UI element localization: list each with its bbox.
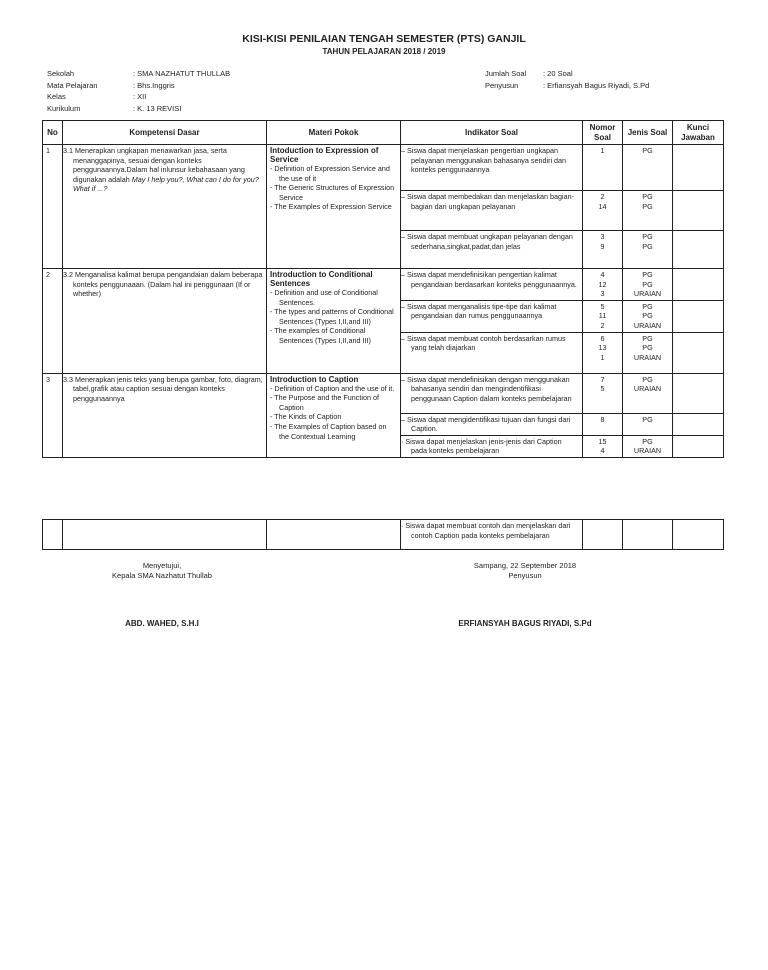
jenis-cell: PG xyxy=(623,413,673,435)
jenis-cell: PG URAIAN xyxy=(623,373,673,413)
info-value: : 20 Soal xyxy=(543,69,573,78)
header-kd: Kompetensi Dasar xyxy=(63,121,267,145)
info-value: : SMA NAZHATUT THULLAB xyxy=(133,69,231,78)
kunci-cell xyxy=(673,435,724,457)
kd-cell xyxy=(63,269,267,374)
jenis-cell: PG PG xyxy=(623,191,673,231)
materi-item: - Definition of Expression Service and the use of it xyxy=(270,164,390,183)
indicator-cell: · Siswa dapat menjelaskan jenis-jenis dari Caption pada konteks pembelajaran xyxy=(401,435,583,457)
jenis-cell: PG PG URAIAN xyxy=(623,332,673,373)
materi-item: - The examples of Conditional Sentences (Types I,II,and III) xyxy=(270,326,371,345)
indicator-cell: – Siswa dapat membuat ungkapan pelayanan dengan sederhana,singkat,padat,dan jelas xyxy=(401,231,583,269)
kd-cell xyxy=(63,373,267,457)
document-subtitle: TAHUN PELAJARAN 2018 / 2019 xyxy=(322,47,446,56)
info-label: Sekolah xyxy=(47,69,75,78)
indicator-cell: – Siswa dapat mengidentifikasi tujuan dan fungsi dari Caption. xyxy=(401,413,583,435)
materi-item: - Definition and use of Conditional Sentences. xyxy=(270,288,378,307)
materi-item: - The Examples of Expression Service xyxy=(270,202,392,212)
table-row xyxy=(43,269,724,301)
indicator-cell: – Siswa dapat menjelaskan pengertian ungkapan pelayanan menggunakan bahasanya sendiri dan konteks penggunaannya xyxy=(401,145,583,191)
materi-item: - The Purpose and the Function of Caption xyxy=(270,393,379,412)
kunci-cell xyxy=(673,300,724,332)
header-kunci: Kunci Jawaban xyxy=(673,121,724,145)
indicator-cell: · Siswa dapat membuat contoh dan menjelaskan dari contoh Caption pada konteks pembelajaran xyxy=(401,520,583,550)
sign-line: Penyusun xyxy=(508,571,542,580)
nomor-cell: 1 xyxy=(583,145,623,191)
nomor-cell: 6 13 1 xyxy=(583,332,623,373)
no-cell: 3 xyxy=(43,373,63,457)
nomor-cell: 4 12 3 xyxy=(583,269,623,301)
materi-title: Introduction to Conditional Sentences xyxy=(270,270,373,288)
jenis-cell: PG PG URAIAN xyxy=(623,300,673,332)
header-indikator: Indikator Soal xyxy=(401,121,583,145)
kd-cell xyxy=(63,145,267,269)
document-title: KISI-KISI PENILAIAN TENGAH SEMESTER (PTS) GANJIL xyxy=(242,33,526,45)
nomor-cell: 7 5 xyxy=(583,373,623,413)
indicator-cell: – Siswa dapat mendefinisikan pengertian kalimat pengandaian berdasarkan konteks penggunaannya. xyxy=(401,269,583,301)
sign-line: Sampang, 22 September 2018 xyxy=(473,561,577,570)
info-right xyxy=(485,68,649,91)
info-label: Kelas xyxy=(47,92,66,101)
materi-item: - Definition of Caption and the use of it. xyxy=(270,383,395,393)
kd-text: 3.3 Menerapkan jenis teks yang berupa gambar, foto, diagram, tabel,grafik atau caption sesuai dengan konteks penggunaannya xyxy=(63,374,263,403)
nomor-cell: 15 4 xyxy=(583,435,623,457)
info-label: Jumlah Soal xyxy=(485,69,527,78)
info-value: : XII xyxy=(133,92,147,101)
materi-title: Intoduction to Expression of Service xyxy=(270,146,379,164)
signer-name: ABD. WAHED, S.H.I xyxy=(125,619,199,628)
indicator-cell: – Siswa dapat mendefinisikan dengan menggunakan bahasanya sendiri dan mengindentifikasi penggunaan Caption dalam konteks pembelajaran xyxy=(401,373,583,413)
header-jenis: Jenis Soal xyxy=(623,121,673,145)
indicator-cell: – Siswa dapat menganalisis tipe-tipe dari kalimat pengandaian dan rumus penggunaannya xyxy=(401,300,583,332)
materi-title: Introduction to Caption xyxy=(270,374,359,384)
info-value: : Erfiansyah Bagus Riyadi, S.Pd xyxy=(543,80,650,90)
sign-line: Menyetujui, xyxy=(142,561,182,570)
materi-cell xyxy=(267,373,401,457)
table-row xyxy=(43,373,724,413)
materi-item: - The types and patterns of Conditional Sentences (Types I,II,and III) xyxy=(270,307,394,326)
continuation-table xyxy=(42,519,724,550)
indicator-cell: – Siswa dapat membedakan dan menjelaskan bagian-bagian dari ungkapan pelayanan xyxy=(401,191,583,231)
indicator-cell: – Siswa dapat membuat contoh berdasarkan rumus yang telah diajarkan xyxy=(401,332,583,373)
jenis-cell: PG xyxy=(623,145,673,191)
header-materi: Materi Pokok xyxy=(267,121,401,145)
kunci-cell xyxy=(673,269,724,301)
jenis-cell: PG PG xyxy=(623,231,673,269)
jenis-cell: PG URAIAN xyxy=(623,435,673,457)
signer-name: ERFIANSYAH BAGUS RIYADI, S.Pd xyxy=(458,619,592,628)
nomor-cell: 8 xyxy=(583,413,623,435)
kd-text: 3.1 Menerapkan ungkapan menawarkan jasa, serta menanggapinya, sesuai dengan konteks penggunaannya.Dalam hal inlunsur kebahasaan yang digunakan adalah xyxy=(63,146,245,184)
info-value: : Bhs.Inggris xyxy=(133,80,175,90)
materi-item: - The Examples of Caption based on the Contextual Learning xyxy=(270,421,387,441)
signature-left xyxy=(62,561,262,629)
materi-cell xyxy=(267,269,401,374)
kunci-cell xyxy=(673,373,724,413)
sign-line: Kepala SMA Nazhatut Thullab xyxy=(112,571,212,580)
materi-item: - The Generic Structures of Expression Service xyxy=(270,183,395,202)
header-no: No xyxy=(43,121,63,145)
info-value: : K. 13 REVISI xyxy=(133,103,182,113)
no-cell: 1 xyxy=(43,145,63,269)
table-row xyxy=(43,145,724,191)
nomor-cell: 5 11 2 xyxy=(583,300,623,332)
header-nomor: Nomor Soal xyxy=(583,121,623,145)
kunci-cell xyxy=(673,231,724,269)
kunci-cell xyxy=(673,332,724,373)
materi-cell xyxy=(267,145,401,269)
nomor-cell: 3 9 xyxy=(583,231,623,269)
signature-right xyxy=(425,561,625,629)
info-label: Mata Pelajaran xyxy=(47,80,98,90)
kunci-cell xyxy=(673,413,724,435)
kunci-cell xyxy=(673,191,724,231)
kunci-cell xyxy=(673,145,724,191)
info-left xyxy=(47,68,230,114)
info-label: Penyusun xyxy=(485,80,519,90)
kd-text: 3.2 Menganalisa kalimat berupa pengandaian dalam beberapa konteks penggunaaan. (Dalam hal ini penggunaan (If or whether) xyxy=(63,270,263,299)
jenis-cell: PG PG URAIAN xyxy=(623,269,673,301)
kisi-kisi-table xyxy=(42,120,724,458)
materi-item: - The Kinds of Caption xyxy=(270,412,342,422)
nomor-cell: 2 14 xyxy=(583,191,623,231)
kd-italic: May I help you?, What can I do for you? What if ...? xyxy=(73,174,259,194)
info-label: Kurikulum xyxy=(47,103,81,113)
no-cell: 2 xyxy=(43,269,63,374)
